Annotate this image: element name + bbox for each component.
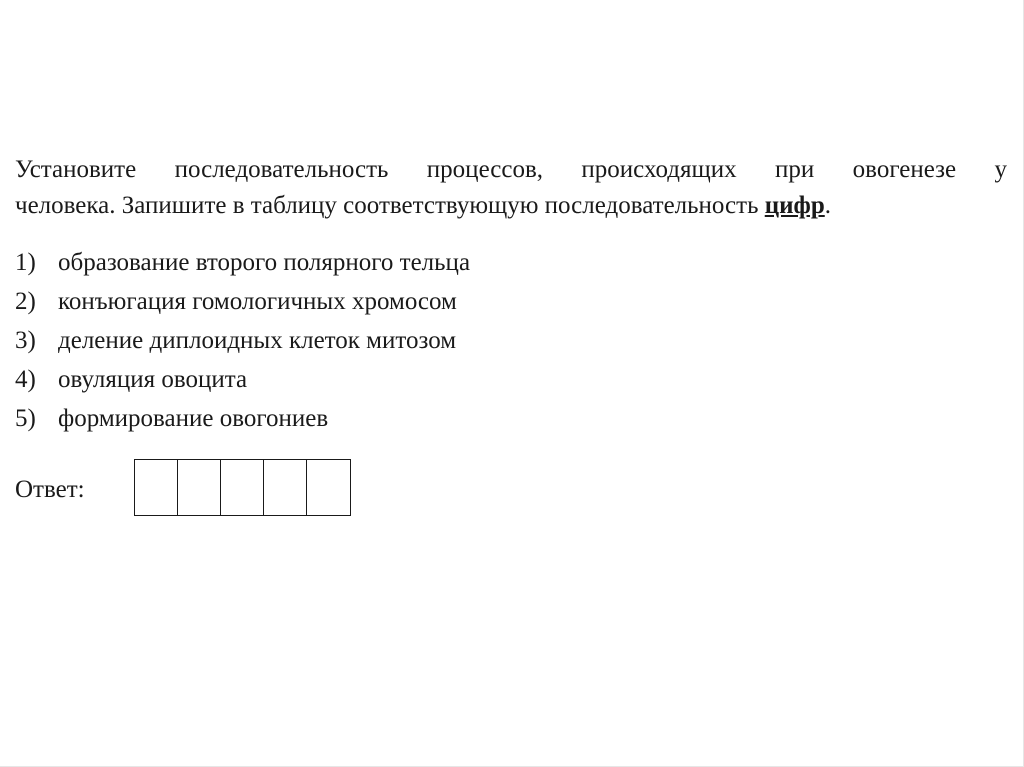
answer-label: Ответ: (15, 476, 85, 503)
item-number: 4) (15, 366, 36, 393)
task-line-2-end: . (824, 192, 831, 219)
answer-cell-3[interactable] (221, 460, 264, 515)
list-item (15, 360, 470, 399)
list-item (15, 282, 470, 321)
item-text: формирование овогониев (58, 405, 329, 432)
answer-cell-2[interactable] (178, 460, 221, 515)
item-text: конъюгация гомологичных хромосом (58, 288, 457, 315)
item-text: овуляция овоцита (58, 366, 248, 393)
item-text: образование второго полярного тельца (58, 249, 471, 276)
process-list (15, 243, 470, 438)
item-text: деление диплоидных клеток митозом (58, 327, 457, 354)
item-number: 5) (15, 405, 36, 432)
item-number: 1) (15, 249, 36, 276)
answer-cell-4[interactable] (264, 460, 307, 515)
task-line-1: Установите последовательность процессов, происходящих при овогенезе у (15, 156, 1007, 183)
answer-table (134, 459, 351, 516)
list-item (15, 243, 470, 282)
task-line-2 (15, 188, 1007, 224)
task-line-2-text: человека. Запишите в таблицу соответствующую последовательность (15, 192, 765, 219)
task-emphasis: цифр (764, 192, 825, 219)
list-item (15, 321, 470, 360)
list-item (15, 399, 470, 438)
item-number: 2) (15, 288, 36, 315)
item-number: 3) (15, 327, 36, 354)
task-statement (15, 152, 1007, 224)
answer-cell-5[interactable] (307, 460, 350, 515)
answer-cell-1[interactable] (135, 460, 178, 515)
